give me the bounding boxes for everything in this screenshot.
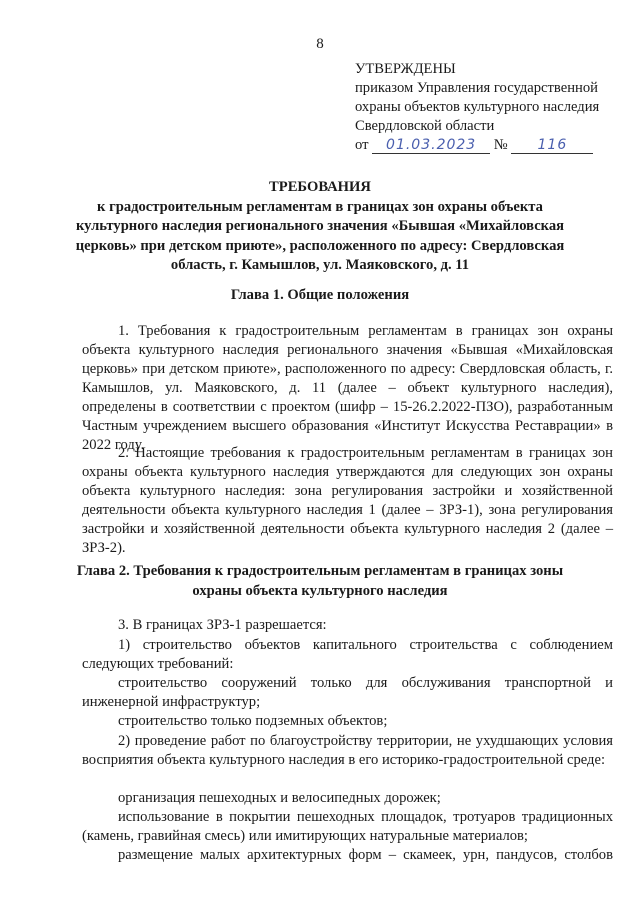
paragraph-2: 2. Настоящие требования к градостроительным регламентам в границах зон охраны объекта культурного наследия утверждаются для следующих зон охраны объекта культурного наследия: зона регулирования застройки и хозяйственной деятельности объекта культурного наследия 1 (далее – ЗРЗ-1), зона регулирования застройки и хозяйственной деятельности объекта культурного наследия 2 (далее – ЗРЗ-2). (82, 445, 613, 556)
approval-title: УТВЕРЖДЕНЫ (355, 61, 456, 77)
approval-line: приказом Управления государственной (355, 80, 598, 96)
approval-line: охраны объектов культурного наследия (355, 99, 600, 115)
list-item: строительство только подземных объектов; (118, 713, 388, 729)
chapter-2-heading: Глава 2. Требования к градостроительным регламентам в границах зоны охраны объекта культурного наследия (76, 563, 564, 599)
date-prefix: от (355, 137, 369, 153)
document-title-block (60, 178, 580, 276)
paragraph-1: 1. Требования к градостроительным регламентам в границах зон охраны объекта культурного наследия регионального значения «Бывшая «Михайловская церковь» при детском приюте», расположенного по адресу: Свердловская область, г. Камышлов, ул. Маяковского, д. 11 (далее – объект культурного наследия), определены в соответствии с проектом (шифр – 15-26.2.2022-ПЗО), разработанным Частным учреждением высшего образования «Институт Искусства Реставрации» в 2022 году. (82, 323, 613, 453)
list-item: строительство сооружений только для обслуживания транспортной и инженерной инфраструктур; (82, 675, 613, 710)
approval-date-line (355, 136, 625, 155)
list-item: 1) строительство объектов капитального строительства с соблюдением следующих требований: (82, 637, 613, 672)
approval-line: Свердловской области (355, 118, 495, 134)
document-title: ТРЕБОВАНИЯ (269, 179, 371, 195)
page-number: 8 (316, 36, 324, 52)
handwritten-date: 01.03.2023 (372, 137, 490, 154)
list-item: 2) проведение работ по благоустройству территории, не ухудшающих условия восприятия объекта культурного наследия в его историко-градостроительной среде: (82, 733, 613, 768)
chapter-1-heading: Глава 1. Общие положения (230, 287, 410, 303)
list-item: 3. В границах ЗРЗ-1 разрешается: (118, 617, 327, 633)
handwritten-number: 116 (511, 137, 593, 154)
number-label: № (493, 137, 508, 153)
list-item: организация пешеходных и велосипедных дорожек; (118, 790, 441, 806)
list-item: использование в покрытии пешеходных площадок, тротуаров традиционных (камень, гравийная смесь) или имитирующих натуральные материалов; (82, 809, 613, 844)
list-item: размещение малых архитектурных форм – скамеек, урн, пандусов, столбов (118, 847, 613, 863)
approval-block (355, 60, 625, 155)
document-subtitle: к градостроительным регламентам в границах зон охраны объекта культурного наследия регионального значения «Бывшая «Михайловская церковь» при детском приюте», расположенного по адресу: Свердловская область, г. Камышлов, ул. Маяковского, д. 11 (75, 198, 565, 273)
